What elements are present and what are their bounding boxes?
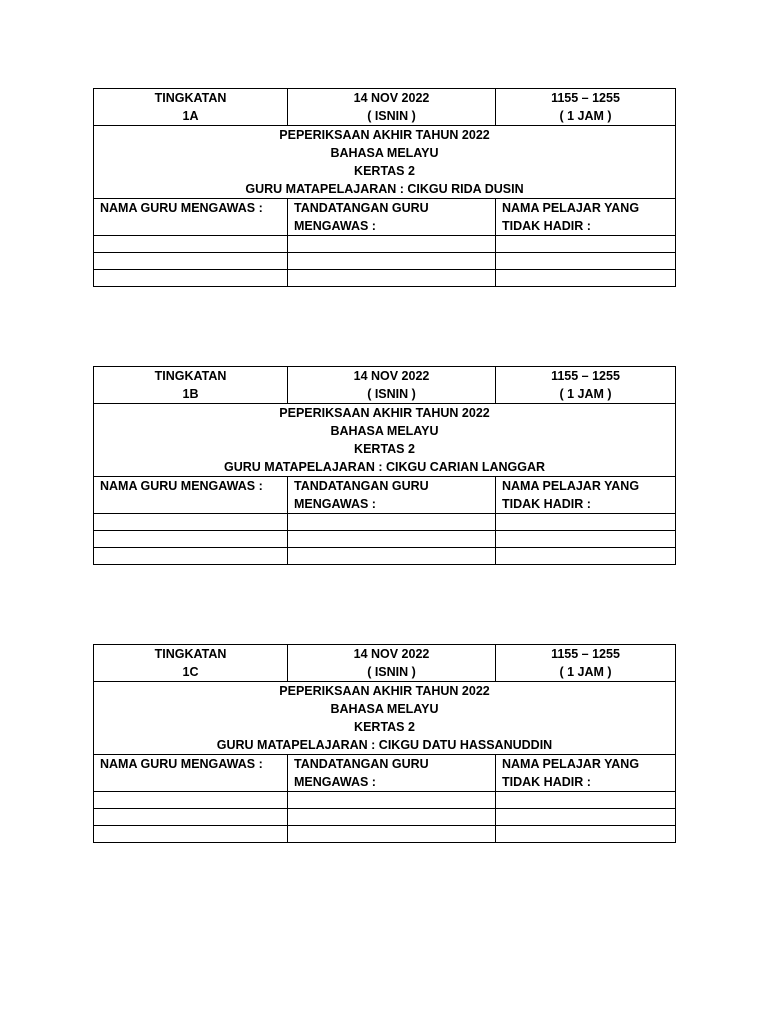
- info-row: [94, 682, 676, 755]
- signature-field[interactable]: [288, 236, 496, 253]
- date-cell: [288, 367, 496, 404]
- signature-label-line2: MENGAWAS :: [294, 775, 376, 789]
- exam-title: PEPERIKSAAN AKHIR TAHUN 2022: [279, 128, 490, 142]
- invigilator-name-label-cell: [94, 199, 288, 236]
- label-row: [94, 477, 676, 514]
- invigilator-name-field[interactable]: [94, 792, 288, 809]
- exam-slip-1a: [93, 88, 676, 287]
- info-row: [94, 126, 676, 199]
- invigilator-name-label-cell: [94, 755, 288, 792]
- blank-row: [94, 792, 676, 809]
- date-cell: [288, 89, 496, 126]
- subject-teacher: GURU MATAPELAJARAN : CIKGU RIDA DUSIN: [245, 182, 524, 196]
- exam-duration: ( 1 JAM ): [559, 665, 612, 679]
- subject-teacher: GURU MATAPELAJARAN : CIKGU DATU HASSANUDDIN: [216, 738, 553, 752]
- signature-field[interactable]: [288, 792, 496, 809]
- absent-label-cell: [496, 199, 676, 236]
- signature-label-line1: TANDATANGAN GURU: [294, 201, 429, 215]
- absent-label-line1: NAMA PELAJAR YANG: [502, 201, 640, 215]
- label-row: [94, 199, 676, 236]
- blank-row: [94, 236, 676, 253]
- exam-title: PEPERIKSAAN AKHIR TAHUN 2022: [279, 406, 490, 420]
- exam-time: 1155 – 1255: [551, 91, 620, 105]
- absent-student-field[interactable]: [496, 548, 676, 565]
- absent-student-field[interactable]: [496, 809, 676, 826]
- subject-name: BAHASA MELAYU: [330, 702, 439, 716]
- exam-date: 14 NOV 2022: [353, 647, 430, 661]
- invigilator-name-label: NAMA GURU MENGAWAS :: [100, 201, 263, 215]
- invigilator-name-label: NAMA GURU MENGAWAS :: [100, 479, 263, 493]
- label-row: [94, 755, 676, 792]
- info-row: [94, 404, 676, 477]
- exam-info-cell: [94, 682, 676, 755]
- signature-field[interactable]: [288, 531, 496, 548]
- exam-date: 14 NOV 2022: [353, 91, 430, 105]
- exam-time: 1155 – 1255: [551, 369, 620, 383]
- exam-duration: ( 1 JAM ): [559, 387, 612, 401]
- signature-label-line2: MENGAWAS :: [294, 219, 376, 233]
- signature-label-line2: MENGAWAS :: [294, 497, 376, 511]
- header-row: [94, 89, 676, 126]
- absent-student-field[interactable]: [496, 236, 676, 253]
- subject-teacher: GURU MATAPELAJARAN : CIKGU CARIAN LANGGAR: [223, 460, 546, 474]
- exam-slip-1b: [93, 366, 676, 565]
- absent-label-line1: NAMA PELAJAR YANG: [502, 757, 640, 771]
- signature-field[interactable]: [288, 826, 496, 843]
- signature-label-cell: [288, 199, 496, 236]
- signature-field[interactable]: [288, 253, 496, 270]
- exam-info-cell: [94, 126, 676, 199]
- blank-row: [94, 531, 676, 548]
- blank-row: [94, 548, 676, 565]
- absent-student-field[interactable]: [496, 826, 676, 843]
- absent-label-line2: TIDAK HADIR :: [502, 497, 591, 511]
- invigilator-name-field[interactable]: [94, 236, 288, 253]
- invigilator-name-field[interactable]: [94, 809, 288, 826]
- absent-student-field[interactable]: [496, 792, 676, 809]
- tingkatan-label: TINGKATAN: [154, 369, 227, 383]
- invigilator-name-label-cell: [94, 477, 288, 514]
- blank-row: [94, 809, 676, 826]
- absent-label-cell: [496, 477, 676, 514]
- invigilator-name-field[interactable]: [94, 270, 288, 287]
- paper-number: KERTAS 2: [354, 442, 415, 456]
- invigilator-name-label: NAMA GURU MENGAWAS :: [100, 757, 263, 771]
- signature-field[interactable]: [288, 270, 496, 287]
- exam-day: ( ISNIN ): [367, 387, 416, 401]
- absent-label-line2: TIDAK HADIR :: [502, 775, 591, 789]
- exam-day: ( ISNIN ): [367, 109, 416, 123]
- blank-row: [94, 826, 676, 843]
- invigilator-name-field[interactable]: [94, 514, 288, 531]
- class-cell: [94, 367, 288, 404]
- exam-time: 1155 – 1255: [551, 647, 620, 661]
- header-row: [94, 645, 676, 682]
- absent-student-field[interactable]: [496, 270, 676, 287]
- exam-slip-1c: [93, 644, 676, 843]
- invigilator-name-field[interactable]: [94, 531, 288, 548]
- absent-label-line2: TIDAK HADIR :: [502, 219, 591, 233]
- signature-field[interactable]: [288, 514, 496, 531]
- invigilator-name-field[interactable]: [94, 548, 288, 565]
- signature-field[interactable]: [288, 548, 496, 565]
- absent-student-field[interactable]: [496, 253, 676, 270]
- exam-duration: ( 1 JAM ): [559, 109, 612, 123]
- exam-title: PEPERIKSAAN AKHIR TAHUN 2022: [279, 684, 490, 698]
- time-cell: [496, 645, 676, 682]
- signature-label-cell: [288, 477, 496, 514]
- invigilator-name-field[interactable]: [94, 826, 288, 843]
- absent-student-field[interactable]: [496, 531, 676, 548]
- date-cell: [288, 645, 496, 682]
- absent-student-field[interactable]: [496, 514, 676, 531]
- class-name: 1C: [182, 665, 199, 679]
- subject-name: BAHASA MELAYU: [330, 424, 439, 438]
- invigilator-name-field[interactable]: [94, 253, 288, 270]
- tingkatan-label: TINGKATAN: [154, 91, 227, 105]
- signature-label-line1: TANDATANGAN GURU: [294, 479, 429, 493]
- time-cell: [496, 89, 676, 126]
- class-name: 1A: [182, 109, 199, 123]
- absent-label-cell: [496, 755, 676, 792]
- subject-name: BAHASA MELAYU: [330, 146, 439, 160]
- class-cell: [94, 89, 288, 126]
- exam-date: 14 NOV 2022: [353, 369, 430, 383]
- class-name: 1B: [182, 387, 199, 401]
- signature-field[interactable]: [288, 809, 496, 826]
- absent-label-line1: NAMA PELAJAR YANG: [502, 479, 640, 493]
- tingkatan-label: TINGKATAN: [154, 647, 227, 661]
- exam-day: ( ISNIN ): [367, 665, 416, 679]
- class-cell: [94, 645, 288, 682]
- blank-row: [94, 270, 676, 287]
- header-row: [94, 367, 676, 404]
- blank-row: [94, 514, 676, 531]
- paper-number: KERTAS 2: [354, 164, 415, 178]
- paper-number: KERTAS 2: [354, 720, 415, 734]
- signature-label-cell: [288, 755, 496, 792]
- blank-row: [94, 253, 676, 270]
- time-cell: [496, 367, 676, 404]
- exam-info-cell: [94, 404, 676, 477]
- signature-label-line1: TANDATANGAN GURU: [294, 757, 429, 771]
